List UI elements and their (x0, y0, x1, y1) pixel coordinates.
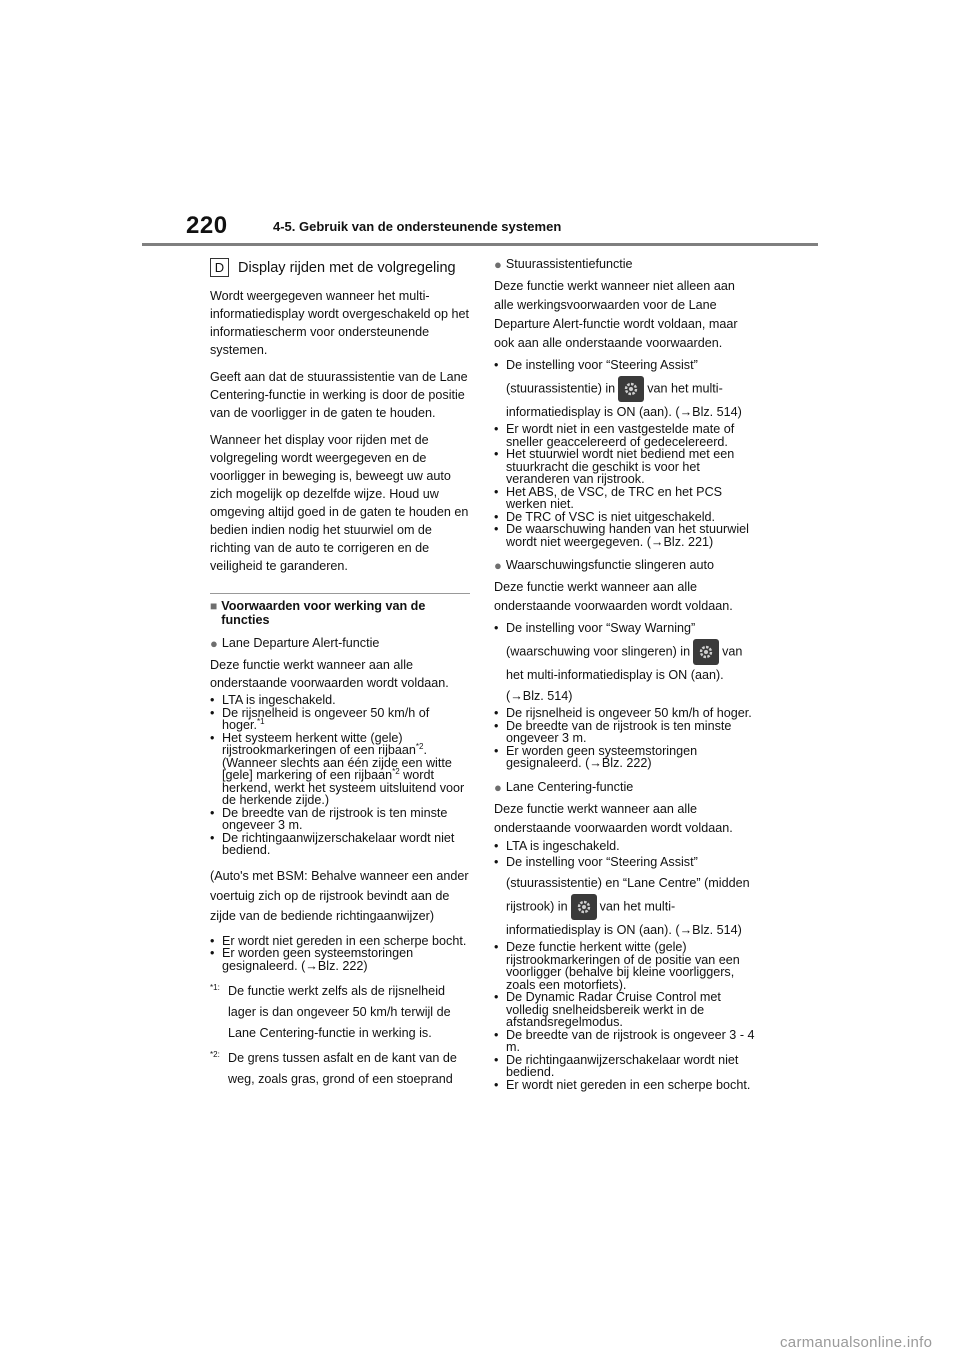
settings-gear-icon (618, 376, 644, 402)
footnote: $^{*2:}$ De grens tussen asfalt en de kant van de weg, zoals gras, grond of een stoeprand (210, 1049, 457, 1086)
paragraph: Wanneer het display voor rijden met de volgregeling wordt weergegeven en de voorligger in beweging is, beweegt uw auto zich mogelijk op dezelfde wijze. Houd uw omgeving altijd goed in de gaten te houden en bedien indien nodig het stuurwiel om de richting van de auto te corrigeren en de veiligheid te garanderen. (210, 433, 469, 573)
circle-bullet-icon: ● (494, 558, 502, 573)
list-item: • Er wordt niet gereden in een scherpe bocht. (210, 935, 470, 948)
section-letter-box: D (210, 258, 229, 277)
section-divider (210, 593, 470, 594)
paragraph: Deze functie werkt wanneer aan alle onderstaande voorwaarden wordt voldaan. (494, 580, 733, 613)
function-title: ● Lane Departure Alert-functie (210, 636, 380, 651)
list-item: • Het ABS, de VSC, de TRC en het PCS werken niet. (494, 486, 756, 511)
list-item: • De instelling voor “Steering Assist” (stuurassistentie) en “Lane Centre” (midden rijstrook) in van het multi-informatiedisplay is ON (aan). (→Blz. 514) (494, 852, 756, 941)
header-divider (142, 243, 818, 246)
list-item: • LTA is ingeschakeld. (210, 694, 470, 707)
right-column (494, 256, 756, 1100)
circle-bullet-icon: ● (494, 257, 502, 272)
paragraph: Wordt weergegeven wanneer het multi-informatiedisplay wordt overgeschakeld op het informatiescherm voor ondersteunende systemen. (210, 289, 470, 357)
list-item: • De richtingaanwijzerschakelaar wordt niet bediend. (494, 1054, 756, 1079)
left-column (210, 258, 470, 1094)
list-item: • De waarschuwing handen van het stuurwiel wordt niet weergegeven. (→Blz. 221) (494, 523, 756, 548)
list-item: • De richtingaanwijzerschakelaar wordt niet bediend. (210, 832, 470, 857)
circle-bullet-icon: ● (210, 636, 218, 651)
list-item: • Het systeem herkent witte (gele) rijstrookmarkeringen of een rijbaan$^{*2}$. (Wanneer slechts aan één zijde een witte [gele] markering of een rijbaan$^{*2}$ wordt herkend, werkt het systeem uitsluitend voor de herkende zijde.) (210, 732, 470, 807)
subheading: ■ Voorwaarden voor werking van de functies (210, 599, 426, 627)
page-number: 220 (186, 212, 228, 239)
list-item: • De rijsnelheid is ongeveer 50 km/h of hoger.$^{*1}$ (210, 707, 470, 732)
settings-gear-icon (571, 894, 597, 920)
list-item: • Er wordt niet gereden in een scherpe bocht. (494, 1079, 756, 1092)
list-item: • De Dynamic Radar Cruise Control met volledig snelheidsbereik werkt in de afstandsregelmodus. (494, 991, 756, 1029)
list-item: • Het stuurwiel wordt niet bediend met een stuurkracht die geschikt is voor het veranderen van rijstrook. (494, 448, 756, 486)
list-item: • Er worden geen systeemstoringen gesignaleerd. (→Blz. 222) (210, 947, 470, 972)
list-item: • De rijsnelheid is ongeveer 50 km/h of hoger. (494, 707, 756, 720)
paragraph: Deze functie werkt wanneer aan alle onderstaande voorwaarden wordt voldaan. (494, 801, 733, 835)
list-item: • De instelling voor “Sway Warning” (waarschuwing voor slingeren) in van het multi-informatiedisplay is ON (aan). (→Blz. 514) (494, 618, 756, 707)
footnote: $^{*1:}$ De functie werkt zelfs als de rijsnelheid lager is dan ongeveer 50 km/h terwijl de Lane Centering-functie in werking is. (210, 982, 451, 1040)
list-item: • Deze functie herkent witte (gele) rijstrookmarkeringen of de positie van een voorligger (behalve bij kleine voorliggers, zoals een motorfiets). (494, 941, 756, 991)
condition-list (494, 355, 756, 548)
condition-list (210, 935, 470, 973)
condition-list (210, 694, 470, 857)
paragraph: Deze functie werkt wanneer niet alleen aan alle werkingsvoorwaarden voor de Lane Departure Alert-functie wordt voldaan, maar ook aan alle onderstaande voorwaarden. (494, 279, 738, 350)
function-title: ● Stuurassistentiefunctie (494, 257, 633, 272)
list-item: • De breedte van de rijstrook is ten minste ongeveer 3 m. (494, 720, 756, 745)
paragraph: Deze functie werkt wanneer aan alle onderstaande voorwaarden wordt voldaan. (210, 658, 449, 690)
paragraph: (Auto's met BSM: Behalve wanneer een ander voertuig zich op de rijstrook bevindt aan de zijde van de bediende richtingaanwijzer) (210, 868, 469, 923)
condition-list (494, 840, 756, 1092)
watermark: carmanualsonline.info (780, 1334, 933, 1351)
circle-bullet-icon: ● (494, 779, 502, 795)
list-item: • De TRC of VSC is niet uitgeschakeld. (494, 511, 756, 524)
chapter-title: 4-5. Gebruik van de ondersteunende systemen (273, 219, 562, 234)
list-item: • Er wordt niet in een vastgestelde mate of sneller geaccelereerd of gedecelereerd. (494, 423, 756, 448)
list-item: • De instelling voor “Steering Assist” (stuurassistentie) in van het multi-informatiedisplay is ON (aan). (→Blz. 514) (494, 355, 756, 423)
list-item: • De breedte van de rijstrook is ongeveer 3 - 4 m. (494, 1029, 756, 1054)
condition-list (494, 618, 756, 770)
list-item: • Er worden geen systeemstoringen gesignaleerd. (→Blz. 222) (494, 745, 756, 770)
list-item: • De breedte van de rijstrook is ten minste ongeveer 3 m. (210, 807, 470, 832)
section-title: Display rijden met de volgregeling (238, 259, 456, 276)
function-title: ● Lane Centering-functie (494, 779, 634, 795)
list-item: • LTA is ingeschakeld. (494, 840, 756, 853)
function-title: ● Waarschuwingsfunctie slingeren auto (494, 558, 715, 573)
paragraph: Geeft aan dat de stuurassistentie van de Lane Centering-functie in werking is door de positie van de voorligger in de gaten te houden. (210, 370, 468, 420)
settings-gear-icon (693, 639, 719, 665)
section-heading (210, 258, 470, 277)
square-bullet-icon: ■ (210, 599, 218, 613)
